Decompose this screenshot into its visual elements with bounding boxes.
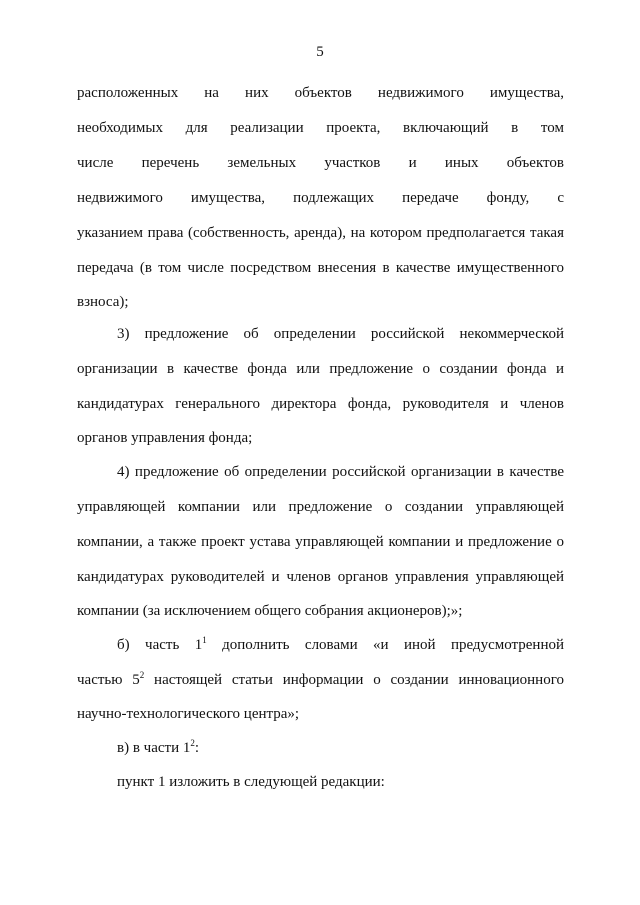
text-line: 4) предложение об определении российской организации в качестве (117, 464, 564, 480)
text-line: расположенных на них объектов недвижимого имущества, (77, 85, 564, 101)
page-number: 5 (316, 44, 324, 60)
text-line (117, 635, 564, 655)
text-line: указанием права (собственность, аренда), на котором предполагается такая (77, 225, 564, 241)
text-line: 3) предложение об определении российской некоммерческой (117, 326, 564, 342)
text-segment: : (194, 740, 200, 756)
text-line: пункт 1 изложить в следующей редакции: (117, 774, 385, 790)
text-line (117, 738, 564, 758)
text-line: взноса); (77, 294, 129, 310)
text-line: необходимых для реализации проекта, включающий в том (77, 120, 564, 136)
superscript: 1 (202, 635, 207, 645)
text-segment: в) в части 1 (117, 740, 191, 756)
text-segment: настоящей статьи информации о создании инновационного (144, 672, 564, 688)
text-line: организации в качестве фонда или предложение о создании фонда и (77, 361, 564, 377)
text-line: числе перечень земельных участков и иных объектов (77, 155, 564, 171)
text-line: компании, а также проект устава управляющей компании и предложение о (77, 534, 564, 550)
text-line: передача (в том числе посредством внесения в качестве имущественного (77, 260, 564, 276)
text-segment: б) часть 1 (117, 637, 203, 653)
text-line (77, 670, 564, 690)
text-line: недвижимого имущества, подлежащих передаче фонду, с (77, 190, 564, 206)
text-line: кандидатурах генерального директора фонда, руководителя и членов (77, 396, 564, 412)
text-line: кандидатурах руководителей и членов органов управления управляющей (77, 569, 564, 585)
text-line: органов управления фонда; (77, 430, 253, 446)
text-line: управляющей компании или предложение о создании управляющей (77, 499, 564, 515)
superscript: 2 (190, 738, 195, 748)
superscript: 2 (139, 670, 145, 680)
text-line: компании (за исключением общего собрания акционеров);»; (77, 603, 463, 619)
text-segment: частью 5 (77, 672, 140, 688)
text-segment: дополнить словами «и иной предусмотренной (206, 637, 564, 653)
text-line: научно-технологического центра»; (77, 706, 300, 722)
